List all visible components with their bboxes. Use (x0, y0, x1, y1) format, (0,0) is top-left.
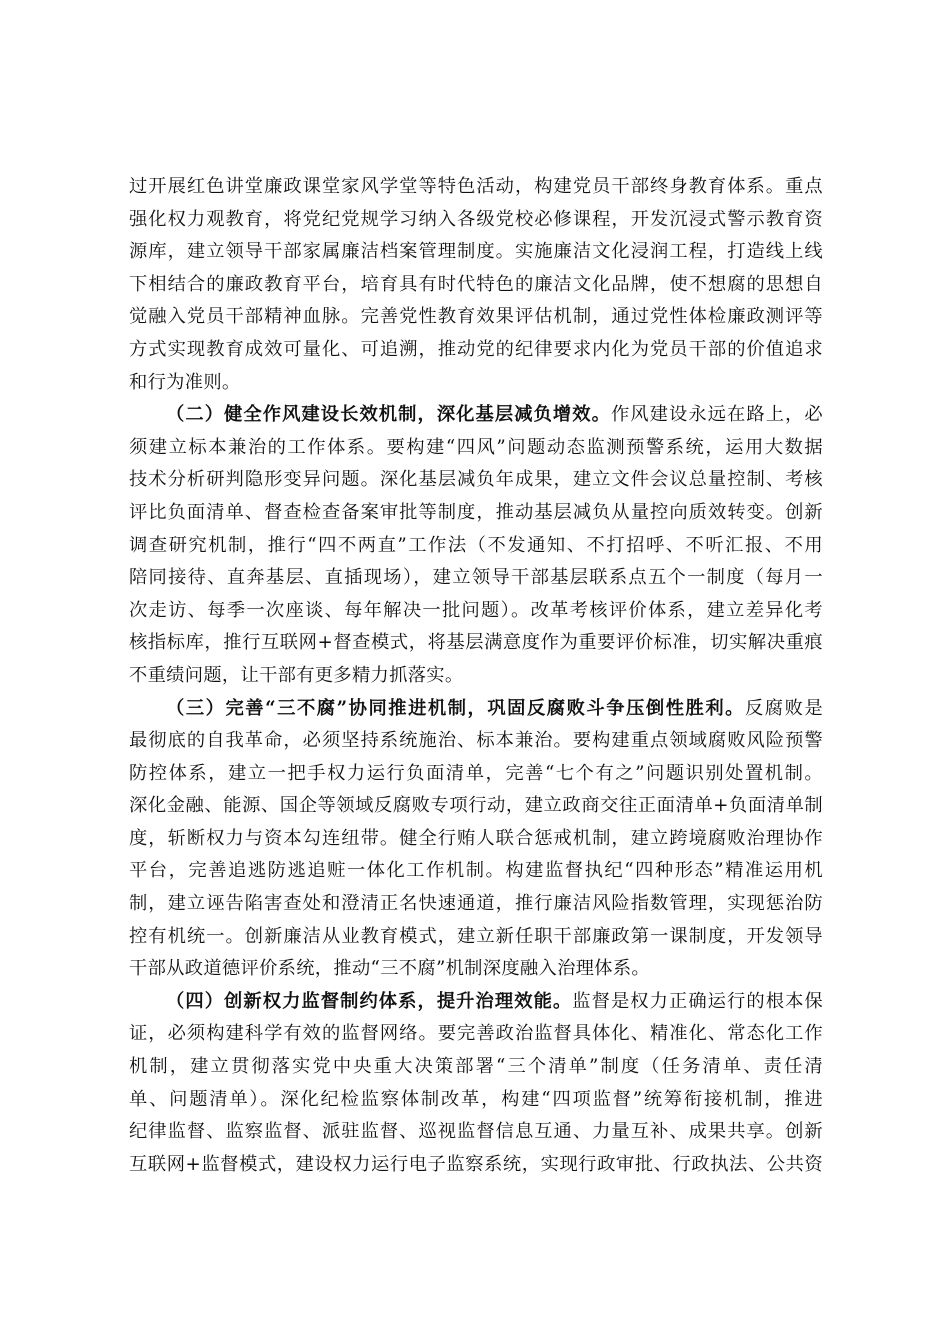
text-line: 过开展红色讲堂廉政课堂家风学堂等特色活动，构建党员干部终身教育体系。重点 (129, 176, 823, 197)
section-heading: （四）创新权力监督制约体系，提升治理效能。 (166, 990, 573, 1012)
text-line: 度，斩断权力与资本勾连纽带。健全行贿人联合惩戒机制，建立跨境腐败治理协作 (129, 827, 823, 849)
text-line: 控有机统一。创新廉洁从业教育模式，建立新任职干部廉政第一课制度，开发领导 (129, 925, 823, 947)
text-line: 和行为准则。 (129, 371, 241, 393)
text-line: 平台，完善追逃防逃追赃一体化工作机制。构建监督执纪“四种形态”精准运用机 (129, 860, 823, 882)
text-line: 防控体系，建立一把手权力运行负面清单，完善“七个有之”问题识别处置机制。 (129, 762, 823, 784)
text-line: 机制，建立贯彻落实党中央重大决策部署“三个清单”制度（任务清单、责任清 (129, 1056, 823, 1078)
text-line: 证，必须构建科学有效的监督网络。要完善政治监督具体化、精准化、常态化工作 (129, 1023, 823, 1045)
document-page (129, 171, 823, 1181)
text-line: 次走访、每季一次座谈、每年解决一批问题）。改革考核评价体系，建立差异化考 (129, 599, 823, 621)
text-line: 评比负面清单、督查检查备案审批等制度，推动基层减负从量控向质效转变。创新 (129, 501, 823, 523)
text-line: 制，建立诬告陷害查处和澄清正名快速通道，推行廉洁风险指数管理，实现惩治防 (129, 893, 823, 915)
text-line: 最彻底的自我革命，必须坚持系统施治、标本兼治。要构建重点领域腐败风险预警 (129, 730, 823, 752)
text-run: 作风建设永远在路上，必 (610, 404, 823, 426)
text-line: 方式实现教育成效可量化、可追溯，推动党的纪律要求内化为党员干部的价值追求 (129, 338, 823, 360)
section-heading: （三）完善“三不腐”协同推进机制，巩固反腐败斗争压倒性胜利。 (166, 697, 745, 719)
text-line: 深化金融、能源、国企等领域反腐败专项行动，建立政商交往正面清单+负面清单制 (129, 795, 823, 817)
text-line: 陪同接待、直奔基层、直插现场），建立领导干部基层联系点五个一制度（每月一 (129, 567, 823, 589)
text-run: 监督是权力正确运行的根本保 (572, 990, 823, 1012)
text-line: 核指标库，推行互联网+督查模式，将基层满意度作为重要评价标准，切实解决重痕 (129, 632, 823, 654)
section-heading-line (129, 986, 823, 1019)
paragraph-section-four (129, 986, 823, 1182)
paragraph-section-three (129, 693, 823, 986)
text-line: 干部从政道德评价系统，推动“三不腐”机制深度融入治理体系。 (129, 958, 650, 980)
section-heading-line (129, 399, 823, 432)
section-heading: （二）健全作风建设长效机制，深化基层减负增效。 (166, 404, 611, 426)
text-run: 反腐败是 (744, 697, 823, 719)
text-line: 纪律监督、监察监督、派驻监督、巡视监督信息互通、力量互补、成果共享。创新 (129, 1121, 823, 1143)
text-line: 须建立标本兼治的工作体系。要构建“四风”问题动态监测预警系统，运用大数据 (129, 436, 823, 458)
text-line: 强化权力观教育，将党纪党规学习纳入各级党校必修课程，开发沉浸式警示教育资 (129, 208, 823, 230)
text-line: 下相结合的廉政教育平台，培育具有时代特色的廉洁文化品牌，使不想腐的思想自 (129, 273, 823, 295)
text-line: 调查研究机制，推行“四不两直”工作法（不发通知、不打招呼、不听汇报、不用 (129, 534, 823, 556)
paragraph-section-two (129, 399, 823, 692)
text-line: 觉融入党员干部精神血脉。完善党性教育效果评估机制，通过党性体检廉政测评等 (129, 306, 823, 328)
section-heading-line (129, 693, 823, 726)
paragraph-education-system (129, 171, 823, 399)
text-line: 不重绩问题，让干部有更多精力抓落实。 (129, 664, 464, 686)
text-line: 互联网+监督模式，建设权力运行电子监察系统，实现行政审批、行政执法、公共资 (129, 1153, 823, 1175)
text-line: 源库，建立领导干部家属廉洁档案管理制度。实施廉洁文化浸润工程，打造线上线 (129, 241, 823, 263)
text-line: 单、问题清单）。深化纪检监察体制改革，构建“四项监督”统筹衔接机制，推进 (129, 1088, 823, 1110)
text-line: 技术分析研判隐形变异问题。深化基层减负年成果，建立文件会议总量控制、考核 (129, 469, 823, 491)
